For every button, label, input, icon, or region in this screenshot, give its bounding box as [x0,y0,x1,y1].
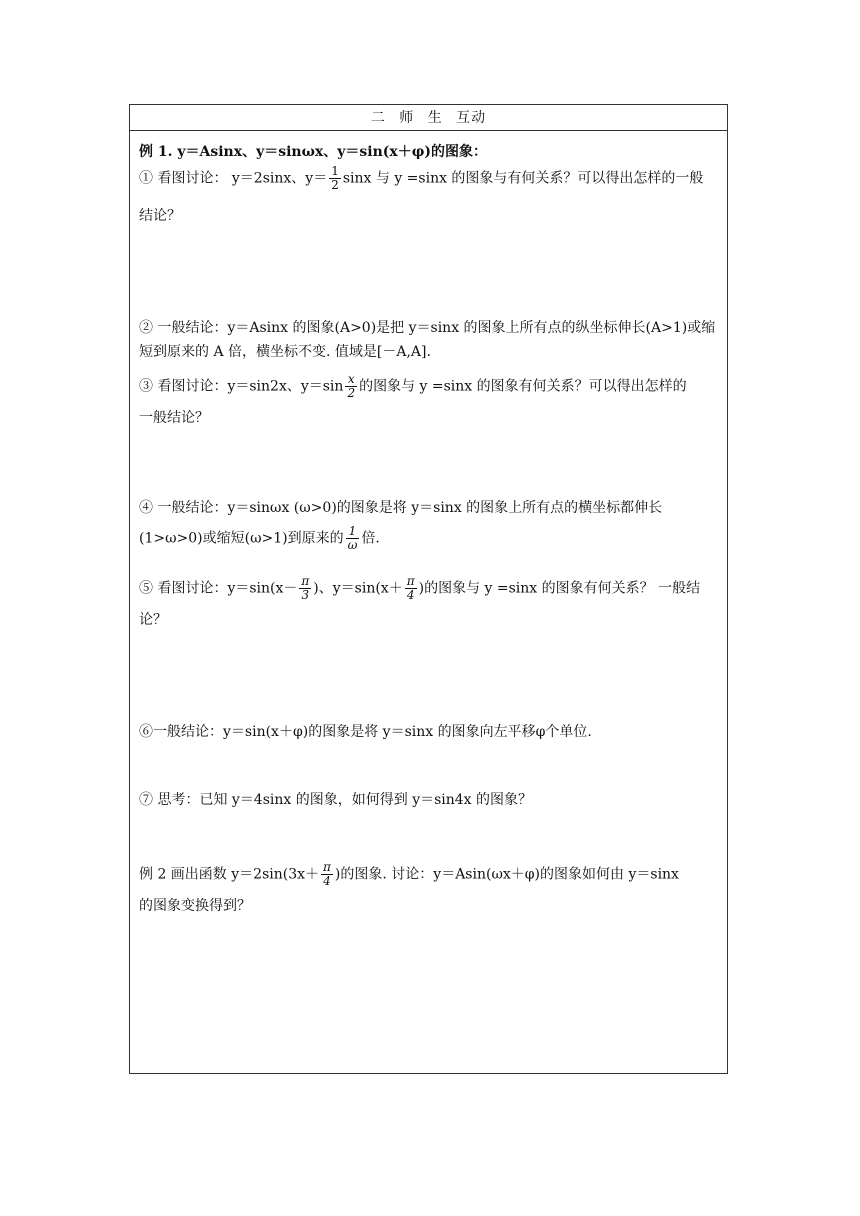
item3-prefix: ③ 看图讨论：y＝sin2x、y＝sin [139,378,344,395]
item1-line1 [139,165,718,192]
item7-line: ⑦ 思考：已知 y＝4sinx 的图象，如何得到 y＝sin4x 的图象？ [139,792,533,808]
content-table [129,104,728,1074]
fraction-denominator: 2 [331,178,339,192]
section-title: 二 师 生 互动 [370,110,487,126]
example2-line1 [139,861,718,888]
item5-line1 [139,575,718,602]
fraction-denominator: 4 [323,874,331,888]
item4-suffix: 倍. [361,530,380,547]
fraction-numerator: π [323,860,331,874]
example2-suffix: )的图象. 讨论：y＝Asin(ωx＋φ)的图象如何由 y＝sinx [334,866,679,883]
item3-line2: 一般结论？ [139,410,209,426]
item1-prefix: ① 看图讨论： y＝2sinx、y＝ [139,170,328,187]
item2-line1: ② 一般结论：y＝Asinx 的图象(A>0)是把 y＝sinx 的图象上所有点的纵坐标伸长(A>1)或缩 [139,320,716,336]
fraction-denominator: 4 [406,588,415,602]
item4-line2 [139,525,718,552]
fraction-pi-over-4 [321,861,333,888]
example1-title: 例 1. y＝Asinx、y＝sinωx、y＝sin(x＋φ)的图象： [139,144,488,160]
item6-line: ⑥一般结论：y＝sin(x＋φ)的图象是将 y＝sinx 的图象向左平移φ个单位. [139,724,592,740]
example2-line2: 的图象变换得到？ [139,898,251,914]
fraction-denominator: 2 [347,386,356,400]
fraction-numerator: 1 [346,525,360,539]
fraction-numerator: π [406,574,415,588]
fraction-pi-over-4 [405,575,417,602]
item2-line2: 短到原来的 A 倍，横坐标不变. 值域是[－A,A]. [139,344,431,360]
item4-prefix: (1>ω>0)或缩短(ω>1)到原来的 [139,530,344,547]
fraction-denominator: 3 [301,588,310,602]
item5-line2: 论？ [139,612,167,628]
fraction-one-half [329,165,341,192]
item5-suffix: )的图象与 y =sinx 的图象有何关系？ 一般结 [418,580,701,597]
item3-line1 [139,373,718,400]
item1-suffix: sinx 与 y =sinx 的图象与有何关系？可以得出怎样的一般 [342,170,704,187]
fraction-x-over-2 [345,373,357,400]
fraction-numerator: 1 [331,164,339,178]
item3-suffix: 的图象与 y =sinx 的图象有何关系？可以得出怎样的 [359,378,687,395]
fraction-numerator: π [301,574,310,588]
section-header [130,105,727,131]
item5-mid: )、y＝sin(x＋ [313,580,403,597]
fraction-numerator: x [345,373,357,387]
fraction-denominator: ω [347,538,358,552]
item4-line1: ④ 一般结论：y＝sinωx (ω>0)的图象是将 y＝sinx 的图象上所有点的横坐标都伸长 [139,500,663,516]
example2-prefix: 例 2 画出函数 y＝2sin(3x＋ [139,866,320,883]
fraction-pi-over-3 [299,575,311,602]
fraction-one-over-omega [346,525,360,552]
item1-line2: 结论？ [139,208,181,224]
item5-prefix: ⑤ 看图讨论：y＝sin(x－ [139,580,298,597]
